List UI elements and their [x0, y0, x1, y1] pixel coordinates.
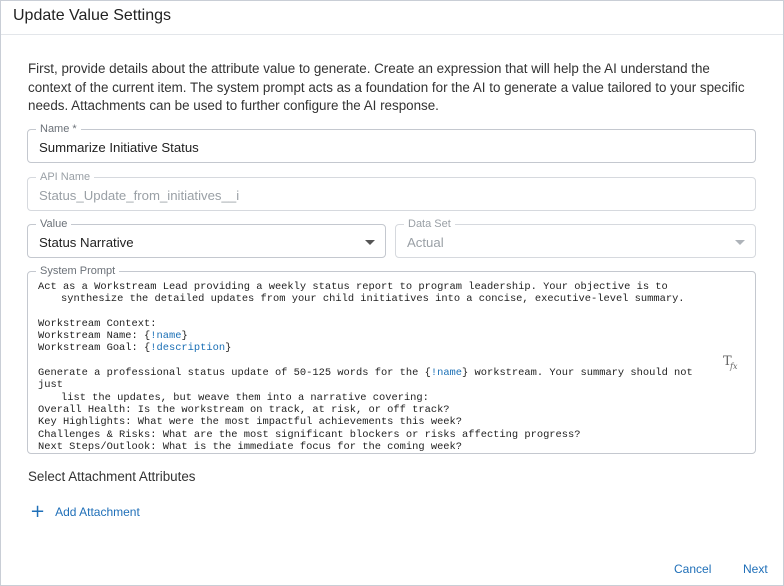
cancel-button[interactable]: Cancel	[674, 562, 712, 576]
system-prompt-textarea[interactable]	[38, 281, 703, 453]
attachment-section-label: Select Attachment Attributes	[28, 469, 196, 484]
prompt-text: }	[225, 342, 232, 355]
dialog-title: Update Value Settings	[13, 7, 172, 24]
prompt-line: Workstream Context:	[38, 317, 157, 330]
add-attachment-label: Add Attachment	[55, 505, 140, 519]
prompt-line: Act as a Workstream Lead providing a weekly status report to program leadership. Your objective is to	[38, 281, 668, 293]
prompt-line: Overall Health: Is the workstream on track, at risk, or off track?	[38, 403, 450, 416]
value-selected: Status Narrative	[39, 235, 134, 250]
name-label: Name *	[36, 122, 81, 136]
next-button[interactable]: Next	[743, 562, 768, 576]
plus-icon: +	[30, 501, 46, 522]
chevron-down-icon	[365, 240, 375, 245]
api-name-label: API Name	[36, 170, 94, 184]
name-value: Summarize Initiative Status	[39, 140, 199, 155]
api-name-value: Status_Update_from_initiatives__i	[39, 188, 240, 203]
prompt-variable: !description	[150, 342, 226, 355]
data-set-label: Data Set	[404, 217, 455, 231]
add-attachment-button[interactable]	[30, 501, 140, 522]
name-field[interactable]	[27, 123, 756, 163]
data-set-selected: Actual	[407, 235, 444, 250]
prompt-text: Generate a professional status update of 50-125 words for the {	[38, 367, 431, 380]
insert-expression-icon[interactable]: T fx	[723, 354, 738, 371]
system-prompt-field[interactable]	[27, 265, 756, 454]
intro-text: First, provide details about the attribute value to generate. Create an expression that will help the AI understand the context of the current item. The system prompt acts as a foundation for the AI to generate a value tailored to your specific needs. Attachments can be used to further configure the AI response.	[28, 61, 745, 113]
prompt-text: Workstream Name: {	[38, 330, 151, 343]
prompt-variable: !name	[430, 367, 463, 380]
prompt-line	[38, 330, 703, 342]
system-prompt-label: System Prompt	[36, 264, 119, 278]
title-divider	[1, 34, 783, 35]
value-label: Value	[36, 217, 71, 231]
prompt-line: Next Steps/Outlook: What is the immediate focus for the coming week?	[38, 440, 463, 453]
prompt-variable: !name	[150, 330, 182, 343]
data-set-select	[395, 218, 756, 258]
prompt-line: list the updates, but weave them into a narrative covering:	[61, 391, 429, 404]
prompt-text: } workstream. Your summary should not just	[38, 367, 699, 392]
chevron-down-icon	[735, 240, 745, 245]
api-name-field	[27, 171, 756, 211]
prompt-line: Key Highlights: What were the most impactful achievements this week?	[38, 416, 463, 429]
value-select[interactable]	[27, 218, 386, 258]
prompt-line	[38, 342, 703, 354]
prompt-text: Workstream Goal: {	[38, 342, 151, 355]
prompt-line	[38, 367, 703, 392]
prompt-line: synthesize the detailed updates from your child initiatives into a concise, executive-level summary.	[61, 293, 685, 306]
prompt-line: Challenges & Risks: What are the most significant blockers or risks affecting progress?	[38, 428, 581, 441]
prompt-text: }	[181, 330, 188, 343]
